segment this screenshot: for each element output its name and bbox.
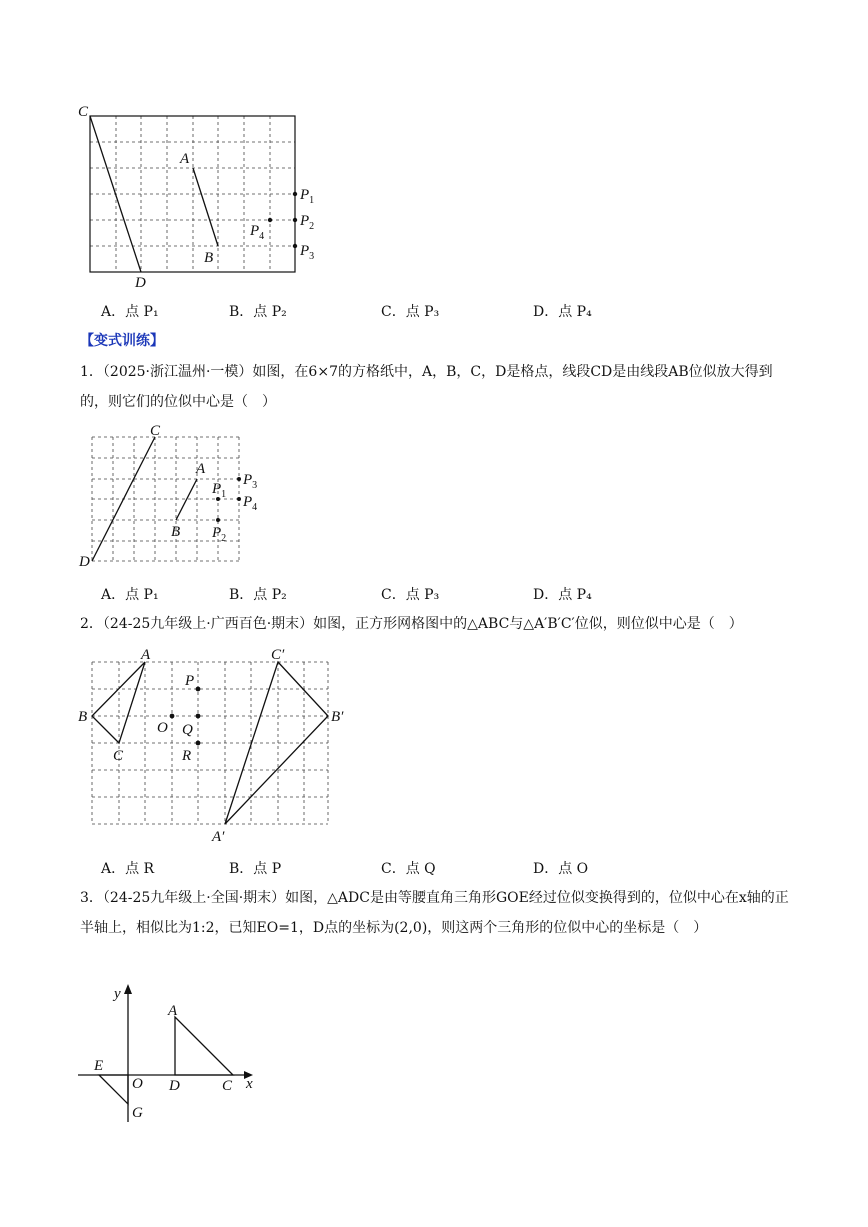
label-r: R — [182, 748, 192, 764]
triangle-adc — [175, 1017, 233, 1075]
label-c: C — [222, 1078, 233, 1094]
label-a: A — [168, 1003, 178, 1019]
label-b: B — [204, 250, 214, 266]
point-p1 — [216, 497, 220, 501]
section-title: 【变式训练】 — [80, 333, 164, 349]
label-a: A — [196, 461, 206, 477]
label-y: y — [114, 986, 121, 1002]
label-d: D — [169, 1078, 180, 1094]
option-b[interactable]: B．点 P₂ — [229, 587, 287, 603]
question-2-text: 2．（24-25九年级上·广西百色·期末）如图，正方形网格图中的△ABC与△A′B′C′位似，则位似中心是（ ） — [80, 616, 743, 632]
label-c: C — [150, 423, 161, 439]
figure-grid-q2 — [72, 640, 362, 850]
label-p1: $P_1$ — [212, 481, 227, 500]
label-e: E — [94, 1058, 104, 1074]
question-1-text: 1．（2025·浙江温州·一模）如图，在6×7的方格纸中，A，B，C，D是格点，线段CD是由线段AB位似放大得到的，则它们的位似中心是（ ） — [80, 364, 773, 410]
option-d[interactable]: D．点 O — [533, 861, 589, 877]
label-c: C — [113, 748, 124, 764]
label-a: A — [180, 151, 190, 167]
label-a: A — [141, 647, 151, 663]
label-p4: $P_4$ — [243, 494, 258, 513]
point-p3 — [237, 477, 241, 481]
label-b: B — [78, 709, 88, 725]
point-p1 — [293, 192, 297, 196]
label-p2: $P_2$ — [212, 525, 227, 544]
question-3-text: 3．（24-25九年级上·全国·期末）如图，△ADC是由等腰直角三角形GOE经过位似变换得到的，位似中心在x轴的正半轴上，相似比为1:2，已知EO=1，D点的坐标为(2,0)，则这两个三角形的位似中心的坐标是（ ） — [80, 890, 789, 936]
option-d[interactable]: D．点 P₄ — [533, 304, 592, 320]
point-p2 — [216, 518, 220, 522]
label-q: Q — [182, 722, 193, 738]
figure-grid-q0 — [70, 95, 330, 295]
figure-axes-q3 — [72, 980, 272, 1130]
label-a-prime: A′ — [212, 829, 225, 845]
triangle-a-prime-b-prime-c-prime — [225, 662, 328, 824]
label-b: B — [171, 524, 181, 540]
point-o — [170, 714, 175, 719]
label-d: D — [135, 275, 146, 291]
point-p2 — [293, 218, 297, 222]
segment-cd — [92, 437, 155, 561]
point-p — [196, 687, 201, 692]
label-o: O — [132, 1076, 143, 1092]
option-d[interactable]: D．点 P₄ — [533, 587, 592, 603]
label-p3: $P_3$ — [243, 472, 258, 491]
point-p4 — [268, 218, 272, 222]
label-p: P — [185, 673, 195, 689]
label-g: G — [132, 1105, 143, 1121]
option-c[interactable]: C．点 P₃ — [381, 587, 440, 603]
option-a[interactable]: A．点 P₁ — [101, 304, 159, 320]
label-c-prime: C′ — [271, 647, 285, 663]
point-p4 — [237, 497, 241, 501]
label-p2: $P_2$ — [300, 213, 315, 232]
label-o: O — [157, 720, 168, 736]
label-p3: $P_3$ — [300, 243, 315, 262]
options-q0 — [101, 301, 721, 323]
label-p4: $P_4$ — [250, 223, 265, 242]
figure-grid-q1 — [70, 420, 280, 575]
option-b[interactable]: B．点 P₂ — [229, 304, 287, 320]
triangle-goe — [99, 1075, 128, 1104]
option-a[interactable]: A．点 P₁ — [101, 587, 159, 603]
point-r — [196, 741, 201, 746]
segment-ab — [193, 168, 218, 246]
label-c: C — [78, 104, 89, 120]
options-q2 — [101, 858, 721, 880]
label-x: x — [246, 1076, 253, 1092]
label-d: D — [79, 554, 90, 570]
segment-ab — [176, 479, 197, 520]
option-a[interactable]: A．点 R — [101, 861, 155, 877]
label-p1: $P_1$ — [300, 187, 315, 206]
label-b-prime: B′ — [331, 709, 344, 725]
option-b[interactable]: B．点 P — [229, 861, 282, 877]
y-axis-arrow — [124, 984, 132, 994]
point-p3 — [293, 244, 297, 248]
triangle-abc — [92, 662, 145, 743]
options-q1 — [101, 584, 721, 606]
point-q — [196, 714, 201, 719]
option-c[interactable]: C．点 Q — [381, 861, 436, 877]
option-c[interactable]: C．点 P₃ — [381, 304, 440, 320]
